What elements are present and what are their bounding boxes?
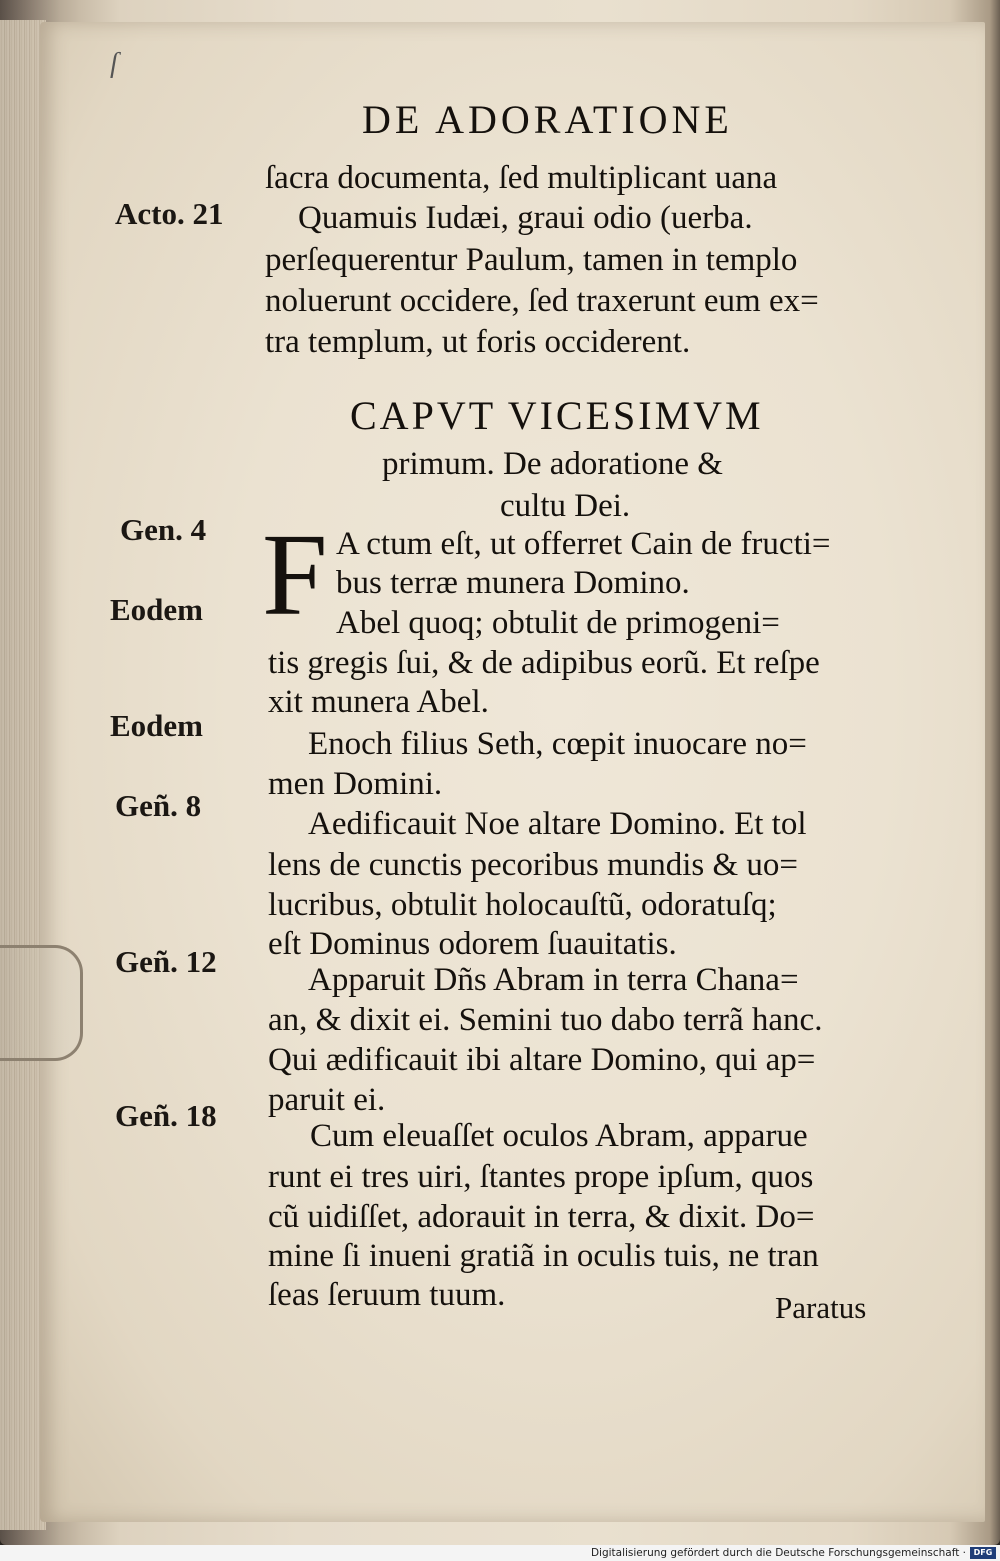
- margin-reference: Acto. 21: [115, 196, 224, 231]
- text-line: Aedificauit Noe altare Domino. Et tol: [308, 806, 807, 842]
- text-line: paruit ei.: [268, 1082, 386, 1118]
- margin-reference: Gen. 4: [120, 512, 207, 547]
- text-line: mine ſi inueni gratiã in oculis tuis, ne tran: [268, 1238, 819, 1274]
- pencil-mark: ſ: [110, 48, 118, 79]
- text-line: cũ uidiſſet, adorauit in terra, & dixit. Do=: [268, 1199, 815, 1235]
- text-line: lucribus, obtulit holocauſtũ, odoratuſq;: [268, 887, 777, 923]
- text-line: Abel quoq; obtulit de primogeni=: [336, 605, 780, 641]
- running-header: DE ADORATIONE: [362, 97, 733, 142]
- text-line: lens de cunctis pecoribus mundis & uo=: [268, 847, 799, 883]
- chapter-title: CAPVT VICESIMVM: [350, 393, 764, 438]
- catchword: Paratus: [775, 1290, 867, 1325]
- dfg-logo: DFG: [970, 1547, 996, 1559]
- text-line: Qui ædificauit ibi altare Domino, qui ap=: [268, 1042, 816, 1078]
- text-line: Enoch filius Seth, cœpit inuocare no=: [308, 726, 807, 762]
- text-line: bus terræ munera Domino.: [336, 565, 690, 601]
- text-line: ſacra documenta, ſed multiplicant uana: [265, 160, 778, 196]
- text-line: ſeas ſeruum tuum.: [268, 1277, 506, 1313]
- text-line: runt ei tres uiri, ſtantes prope ipſum, quos: [268, 1159, 814, 1195]
- drop-capital: F: [262, 509, 328, 640]
- text-line: tra templum, ut foris occiderent.: [265, 324, 691, 360]
- margin-reference: Geñ. 18: [115, 1098, 217, 1133]
- text-line: A ctum eſt, ut offerret Cain de fructi=: [336, 526, 831, 562]
- chapter-subtitle: primum. De adoratione &: [382, 446, 723, 482]
- footer-credit: Digitalisierung gefördert durch die Deutsche Forschungsgemeinschaft ·: [590, 1547, 966, 1559]
- text-line: xit munera Abel.: [268, 684, 489, 720]
- margin-reference: Eodem: [110, 592, 203, 627]
- page-clip: [0, 945, 83, 1061]
- text-line: tis gregis ſui, & de adipibus eorũ. Et reſpe: [268, 645, 820, 681]
- text-line: eſt Dominus odorem ſuauitatis.: [268, 926, 677, 962]
- text-line: perſequerentur Paulum, tamen in templo: [265, 242, 798, 278]
- text-line: Cum eleuaſſet oculos Abram, apparue: [310, 1118, 808, 1154]
- text-line: Quamuis Iudæi, graui odio (uerba.: [298, 200, 753, 236]
- text-line: an, & dixit ei. Semini tuo dabo terrã hanc.: [268, 1002, 823, 1038]
- text-line: men Domini.: [268, 766, 443, 802]
- margin-reference: Geñ. 8: [115, 788, 202, 823]
- margin-reference: Eodem: [110, 708, 203, 743]
- text-line: noluerunt occidere, ſed traxerunt eum ex=: [265, 283, 819, 319]
- margin-reference: Geñ. 12: [115, 944, 217, 979]
- chapter-subtitle: cultu Dei.: [500, 488, 631, 524]
- text-line: Apparuit Dñs Abram in terra Chana=: [308, 962, 799, 998]
